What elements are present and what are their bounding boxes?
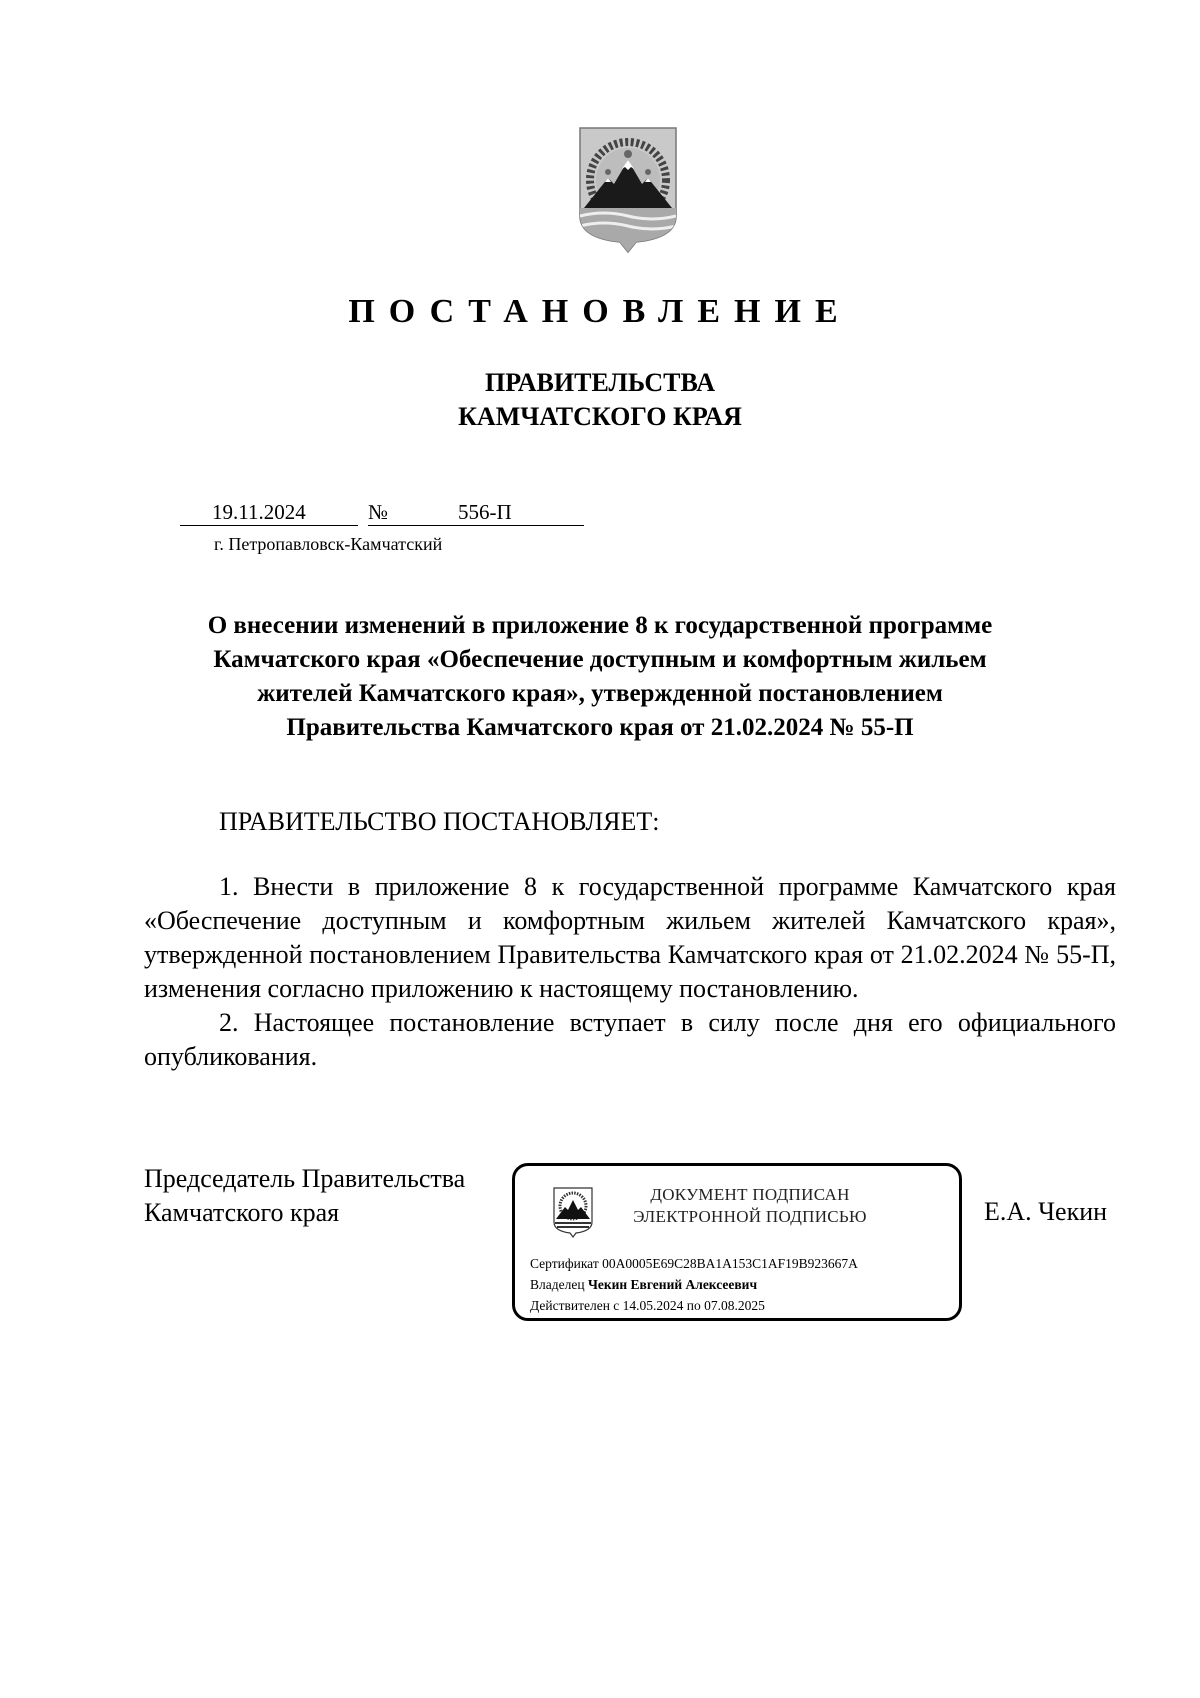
signer-name: Е.А. Чекин bbox=[984, 1197, 1108, 1226]
electronic-signature-stamp bbox=[512, 1163, 962, 1321]
validity-row bbox=[530, 1295, 858, 1316]
document-title bbox=[150, 609, 1050, 745]
document-date: 19.11.2024 bbox=[212, 500, 306, 524]
stamp-heading-line-2: ЭЛЕКТРОННОЙ ПОДПИСЬЮ bbox=[633, 1207, 867, 1226]
owner-label: Владелец bbox=[530, 1277, 585, 1292]
issuer-line-2: КАМЧАТСКОГО КРАЯ bbox=[458, 402, 742, 431]
decree-phrase: ПРАВИТЕЛЬСТВО ПОСТАНОВЛЯЕТ: bbox=[219, 807, 660, 836]
coat-of-arms-icon bbox=[552, 1186, 594, 1238]
owner-row bbox=[530, 1274, 858, 1295]
title-line: О внесении изменений в приложение 8 к государственной программе bbox=[207, 612, 993, 639]
valid-from-label: Действителен с bbox=[530, 1298, 620, 1313]
signer-position bbox=[144, 1162, 465, 1230]
date-number-line bbox=[180, 498, 584, 528]
valid-from-value: 14.05.2024 bbox=[622, 1298, 684, 1313]
position-line-2: Камчатского края bbox=[144, 1198, 340, 1227]
title-line: жителей Камчатского края», утвержденной постановлением bbox=[257, 680, 943, 707]
owner-value: Чекин Евгений Алексеевич bbox=[587, 1277, 758, 1292]
document-type: ПОСТАНОВЛЕНИЕ bbox=[348, 293, 852, 330]
paragraph: 1. Внести в приложение 8 к государственной программе Камчатского края «Обеспечение доступным и комфортным жильем жителей Камчатского края», утвержденной постановлением Правительства Камчатского края от 21.02.2024 № 55-П, изменения согласно приложению к настоящему постановлению. bbox=[144, 872, 1116, 1003]
valid-to-value: 07.08.2025 bbox=[704, 1298, 765, 1313]
title-line: Камчатского края «Обеспечение доступным и комфортным жильем bbox=[213, 646, 987, 673]
certificate-value: 00A0005E69C28BA1A153C1AF19B923667A bbox=[602, 1256, 858, 1271]
valid-to-label: по bbox=[686, 1298, 701, 1313]
stamp-heading-line-1: ДОКУМЕНТ ПОДПИСАН bbox=[650, 1185, 850, 1204]
number-sign: № bbox=[368, 500, 389, 524]
coat-of-arms-icon bbox=[576, 124, 680, 254]
city: г. Петропавловск-Камчатский bbox=[214, 534, 443, 554]
certificate-label: Сертификат bbox=[530, 1256, 599, 1271]
issuer bbox=[0, 366, 1200, 434]
certificate-row bbox=[530, 1253, 858, 1274]
document-body bbox=[144, 870, 1116, 1074]
issuer-line-1: ПРАВИТЕЛЬСТВА bbox=[485, 368, 715, 397]
position-line-1: Председатель Правительства bbox=[144, 1164, 466, 1193]
certificate-details bbox=[530, 1253, 858, 1316]
title-line: Правительства Камчатского края от 21.02.2024 № 55-П bbox=[286, 714, 914, 741]
stamp-heading bbox=[610, 1184, 890, 1228]
paragraph: 2. Настоящее постановление вступает в силу после дня его официального опубликования. bbox=[144, 1008, 1116, 1071]
document-number: 556-П bbox=[458, 500, 512, 524]
